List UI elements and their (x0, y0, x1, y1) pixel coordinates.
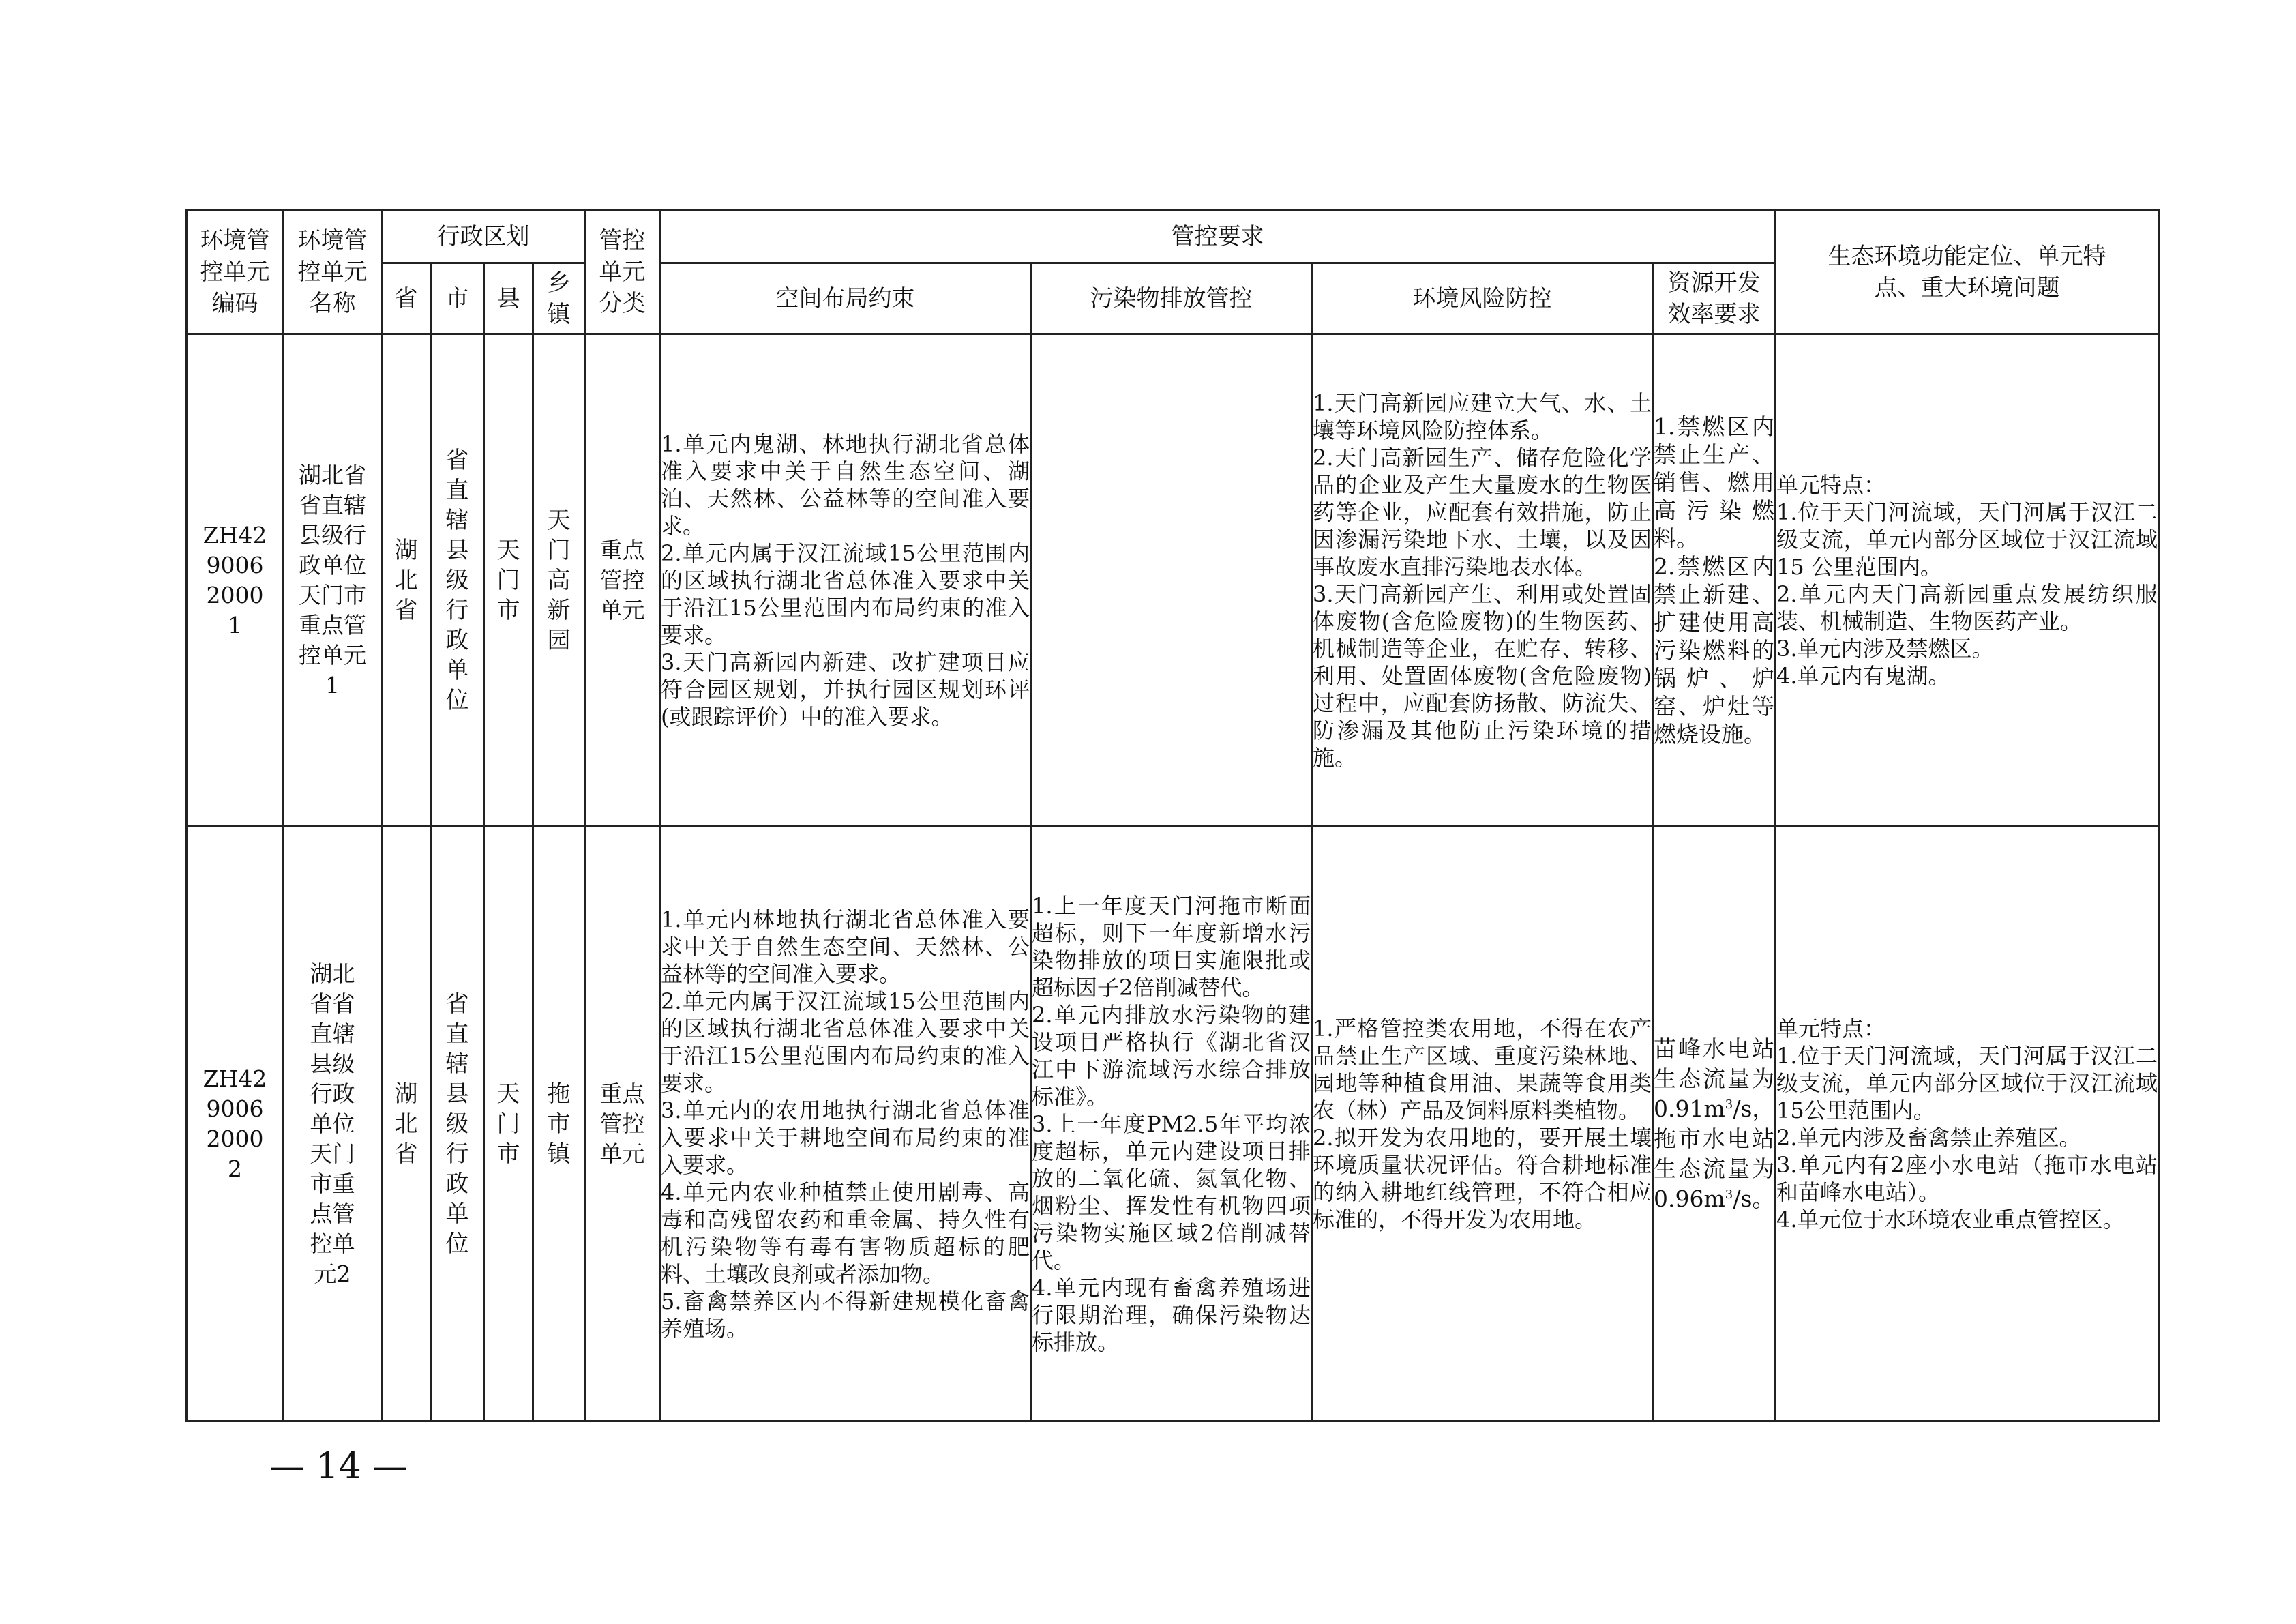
category-cell: 重点管控单元 (585, 827, 660, 1421)
header-town: 乡镇 (533, 263, 585, 334)
list-item: 4.单元内有鬼湖。 (1776, 662, 1950, 689)
ecology-description (1776, 827, 2159, 1421)
unit-name: 湖北省省直辖县级行政单位天门市重点管控单元1 (284, 334, 382, 827)
header-admin: 行政区划 (382, 211, 585, 263)
list-item: 4.单元内农业种植禁止使用剧毒、高毒和高残留农药和重金属、持久性有机污染物等有毒有害物质超标的肥料、土壤改良剂或者添加物。 (661, 1179, 1030, 1287)
town-cell: 拖市镇 (533, 827, 585, 1421)
header-risk: 环境风险防控 (1312, 263, 1653, 334)
list-item: 3.单元内有2座小水电站（拖市水电站和苗峰水电站）。 (1776, 1151, 2158, 1205)
town-cell: 天门高新园 (533, 334, 585, 827)
list-item: 3.单元内的农用地执行湖北省总体准入要求中关于耕地空间布局约束的准入要求。 (661, 1097, 1030, 1178)
city-cell: 省直辖县级行政单位 (431, 334, 484, 827)
list-item: 4.单元位于水环境农业重点管控区。 (1776, 1206, 2125, 1232)
flow-sup-b: 3 (1725, 1187, 1733, 1202)
list-item: 2.拟开发为农用地的，要开展土壤环境质量状况评估。符合耕地标准的纳入耕地红线管理，不符合相应标准的，不得开发为农用地。 (1313, 1124, 1652, 1232)
resource-requirements (1653, 827, 1776, 1421)
province-cell: 湖北省 (382, 334, 431, 827)
list-item: 1.禁燃区内禁止生产、销售、燃用高污染燃料。 (1654, 413, 1774, 552)
risk-controls (1312, 334, 1653, 827)
flow-sup-a: 3 (1725, 1097, 1733, 1112)
spatial-constraints (660, 334, 1031, 827)
pollutant-controls (1031, 334, 1312, 827)
city-cell: 省直辖县级行政单位 (431, 827, 484, 1421)
flow-text-b: /s，拖市水电站生态流量为0.96m (1654, 1095, 1775, 1212)
unit-code: ZH42900620001 (187, 334, 284, 827)
unit-name: 湖北省省直辖县级行政单位天门市重点管控单元2 (284, 827, 382, 1421)
list-item: 5.畜禽禁养区内不得新建规模化畜禽养殖场。 (661, 1288, 1030, 1342)
header-city: 市 (431, 263, 484, 334)
list-item: 1.上一年度天门河拖市断面超标，则下一年度新增水污染物排放的项目实施限批或超标因子2倍削减替代。 (1032, 892, 1311, 1001)
list-item: 单元特点： (1776, 471, 1886, 498)
county-cell: 天门市 (484, 827, 533, 1421)
resource-requirements (1653, 334, 1776, 827)
header-province: 省 (382, 263, 431, 334)
unit-code: ZH42900620002 (187, 827, 284, 1421)
list-item: 3.天门高新园内新建、改扩建项目应符合园区规划，并执行园区规划环评(或跟踪评价）中的准入要求。 (661, 649, 1030, 730)
list-item: 2.单元内天门高新园重点发展纺织服装、机械制造、生物医药产业。 (1776, 580, 2158, 634)
table-row (187, 827, 2159, 1421)
header-row-1 (187, 211, 2159, 263)
list-item: 1.天门高新园应建立大气、水、土壤等环境风险防控体系。 (1313, 389, 1652, 443)
spatial-constraints (660, 827, 1031, 1421)
header-pollutant: 污染物排放管控 (1031, 263, 1312, 334)
list-item: 1.单元内林地执行湖北省总体准入要求中关于自然生态空间、天然林、公益林等的空间准入要求。 (661, 906, 1030, 987)
header-name: 环境管控单元名称 (284, 211, 382, 334)
list-item: 4.单元内现有畜禽养殖场进行限期治理，确保污染物达标排放。 (1032, 1274, 1311, 1355)
list-item: 3.上一年度PM2.5年平均浓度超标，单元内建设项目排放的二氧化硫、氮氧化物、烟粉尘、挥发性有机物四项污染物实施区域2倍削减替代。 (1032, 1110, 1311, 1273)
header-code: 环境管控单元编码 (187, 211, 284, 334)
county-cell: 天门市 (484, 334, 533, 827)
list-item: 1.严格管控类农用地，不得在农产品禁止生产区域、重度污染林地、园地等种植食用油、果蔬等食用类农（林）产品及饲料原料类植物。 (1313, 1015, 1652, 1123)
list-item: 1.单元内鬼湖、林地执行湖北省总体准入要求中关于自然生态空间、湖泊、天然林、公益林等的空间准入要求。 (661, 430, 1030, 539)
risk-controls (1312, 827, 1653, 1421)
flow-text-c: /s。 (1733, 1185, 1775, 1212)
list-item: 2.禁燃区内禁止新建、扩建使用高污染燃料的锅炉、炉窑、炉灶等燃烧设施。 (1654, 552, 1774, 748)
province-cell: 湖北省 (382, 827, 431, 1421)
header-ecology: 生态环境功能定位、单元特点、重大环境问题 (1776, 211, 2159, 334)
category-cell: 重点管控单元 (585, 334, 660, 827)
header-resource: 资源开发效率要求 (1653, 263, 1776, 334)
pollutant-controls (1031, 827, 1312, 1421)
ecology-description (1776, 334, 2159, 827)
header-category: 管控单元分类 (585, 211, 660, 334)
list-item: 1.位于天门河流域，天门河属于汉江二级支流，单元内部分区域位于汉江流域15公里范围内。 (1776, 1042, 2158, 1123)
flow-text-a: 苗峰水电站生态流量为0.91m (1654, 1035, 1774, 1122)
header-county: 县 (484, 263, 533, 334)
header-requirements: 管控要求 (660, 211, 1776, 263)
list-item: 2.单元内属于汉江流域15公里范围内的区域执行湖北省总体准入要求中关于沿江15公里范围内布局约束的准入要求。 (661, 988, 1030, 1096)
list-item: 单元特点： (1776, 1015, 1886, 1042)
list-item: 2.单元内排放水污染物的建设项目严格执行《湖北省汉江中下游流域污水综合排放标准》。 (1032, 1001, 1311, 1110)
header-spatial: 空间布局约束 (660, 263, 1031, 334)
list-item: 2.天门高新园生产、储存危险化学品的企业及产生大量废水的生物医药等企业，应配套有效措施，防止因渗漏污染地下水、土壤，以及因事故废水直排污染地表水体。 (1313, 444, 1652, 580)
list-item: 3.单元内涉及禁燃区。 (1776, 635, 1994, 662)
list-item: 3.天门高新园产生、利用或处置固体废物(含危险废物)的生物医药、机械制造等企业，在贮存、转移、利用、处置固体废物(含危险废物)过程中，应配套防扬散、防流失、防渗漏及其他防止污染环境的措施。 (1313, 580, 1652, 771)
list-item: 2.单元内涉及畜禽禁止养殖区。 (1776, 1124, 2081, 1151)
list-item: 2.单元内属于汉江流域15公里范围内的区域执行湖北省总体准入要求中关于沿江15公里范围内布局约束的准入要求。 (661, 540, 1030, 648)
page-number: — 14 — (269, 1446, 408, 1487)
control-unit-table (185, 209, 2160, 1422)
table-row (187, 334, 2159, 827)
list-item: 1.位于天门河流域，天门河属于汉江二级支流，单元内部分区域位于汉江流域15 公里范围内。 (1776, 499, 2158, 580)
